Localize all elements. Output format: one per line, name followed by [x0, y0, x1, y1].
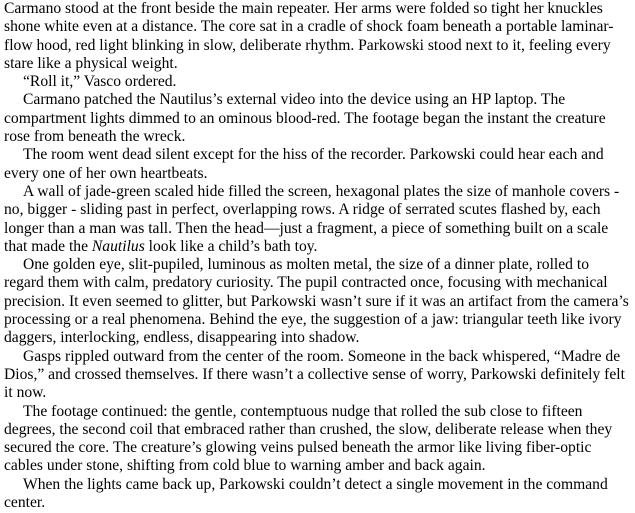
paragraph-text: Carmano patched the Nautilus’s external video into the device using an HP laptop. The compartment lights dimmed to an ominous blood-red. The footage began the instant the creature rose from beneath the wreck. [4, 91, 606, 146]
paragraph-golden-eye [4, 256, 630, 347]
paragraph-gasps [4, 348, 630, 403]
paragraph-text: One golden eye, slit-pupiled, luminous as molten metal, the size of a dinner plate, rolled to regard them with calm, predatory curiosity. The pupil contracted once, focusing with mechanical precision. It even seemed to glitter, but Parkowski wasn’t sure if it was an artifact from the camera’s processing or a real phenomena. Behind the eye, the suggestion of a jaw: triangular teeth like ivory daggers, interlocking, endless, disappearing into shadow. [4, 256, 629, 347]
paragraph-dead-silent [4, 146, 630, 183]
paragraph-text: When the lights came back up, Parkowski couldn’t detect a single movement in the command center. [4, 475, 608, 512]
paragraph-lights-back-up [4, 476, 630, 513]
paragraph-text: “Roll it,” Vasco ordered. [23, 73, 177, 91]
paragraph-video-patch [4, 91, 630, 146]
paragraph-text: Carmano stood at the front beside the main repeater. Her arms were folded so tight her knuckles shone white even at a distance. The core sat in a cradle of shock foam beneath a portable laminar-flow hood, red light blinking in slow, deliberate rhythm. Parkowski stood next to it, feeling every stare like a physical weight. [4, 0, 614, 72]
italic-ship-name: Nautilus [91, 237, 145, 255]
paragraph-footage-continued [4, 403, 630, 476]
paragraph-text: A wall of jade-green scaled hide filled the screen, hexagonal plates the size of manhole covers - no, bigger - sliding past in perfect, overlapping rows. A ridge of serrated scutes flashed by, each longer than a man was tall. Then the head—just a fragment, a piece of something built on a scale that made the [4, 182, 620, 255]
paragraph-jade-green-hide [4, 183, 630, 256]
paragraph-text: look like a child’s bath toy. [144, 237, 318, 255]
paragraph-text: The footage continued: the gentle, contemptuous nudge that rolled the sub close to fifteen degrees, the second coil that embraced rather than crushed, the slow, deliberate release when they secured the core. The creature’s glowing veins pulsed beneath the armor like living fiber-optic cables under stone, shifting from cold blue to warning amber and back again. [4, 402, 613, 475]
paragraph-text: Gasps rippled outward from the center of the room. Someone in the back whispered, “Madre de Dios,” and crossed themselves. If there wasn’t a collective sense of worry, Parkowski definitely felt it now. [4, 347, 625, 402]
paragraph-text: The room went dead silent except for the hiss of the recorder. Parkowski could hear each and every one of her own heartbeats. [4, 146, 604, 182]
document-page [4, 0, 630, 512]
paragraph-carmano-at-repeater [4, 0, 630, 73]
paragraph-roll-it [4, 73, 630, 91]
